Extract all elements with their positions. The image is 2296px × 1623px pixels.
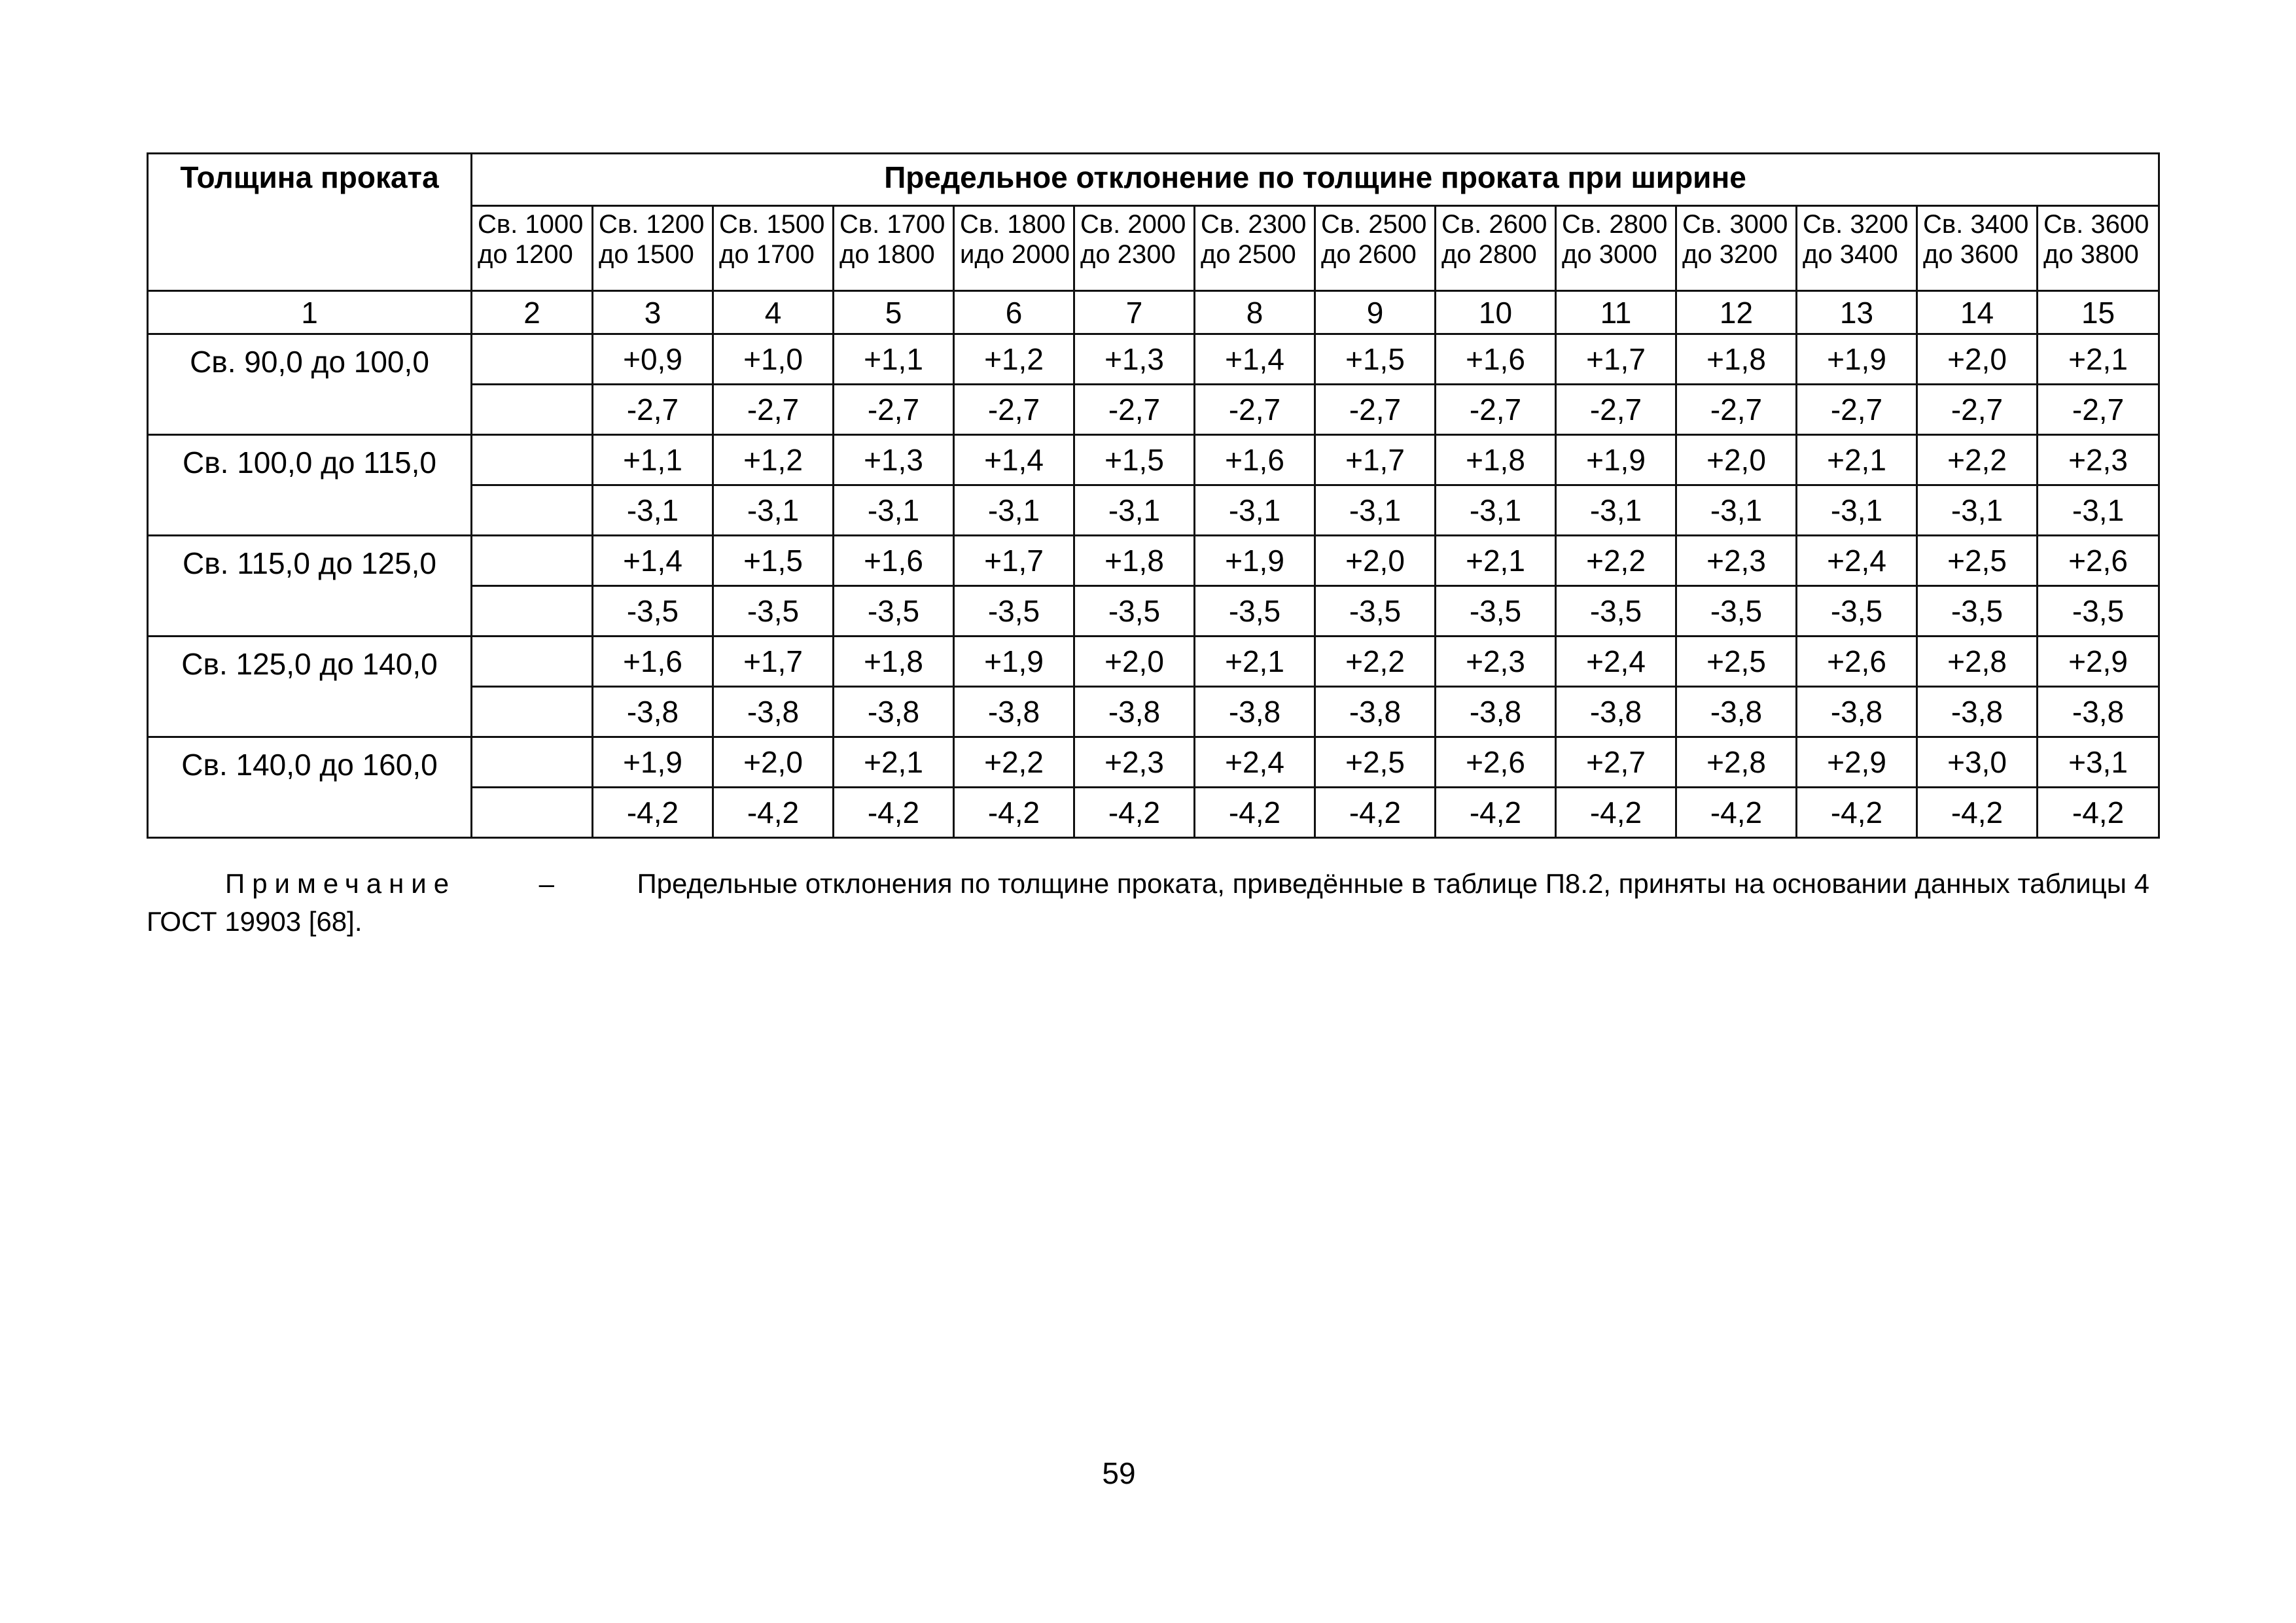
column-number: 1 — [148, 291, 472, 334]
plus-deviation-cell: +1,3 — [1074, 334, 1195, 385]
plus-deviation-cell — [472, 435, 593, 485]
plus-deviation-cell: +2,0 — [1676, 435, 1797, 485]
table-header-row — [148, 154, 2159, 206]
minus-deviation-cell: -3,8 — [1195, 687, 1315, 737]
minus-deviation-cell: -3,1 — [1195, 485, 1315, 536]
width-range-header — [1436, 206, 1556, 291]
plus-deviation-cell: +1,9 — [954, 637, 1074, 687]
width-to: до 1500 — [599, 240, 694, 269]
minus-deviation-cell: -3,8 — [954, 687, 1074, 737]
width-to: до 3000 — [1562, 240, 1657, 269]
minus-deviation-cell: -4,2 — [713, 788, 834, 838]
plus-deviation-cell: +2,1 — [1195, 637, 1315, 687]
width-from: Св. 1200 — [599, 210, 705, 239]
note-text-line-1: Предельные отклонения по толщине проката, приведённые в таблице П8.2, приняты на основании данных таблицы 4 — [637, 868, 2149, 899]
column-number: 4 — [713, 291, 834, 334]
minus-deviation-cell: -3,1 — [1797, 485, 1917, 536]
plus-deviation-cell: +2,3 — [1436, 637, 1556, 687]
minus-deviation-cell: -3,8 — [834, 687, 954, 737]
width-from: Св. 1500 — [719, 210, 825, 239]
plus-deviation-cell: +2,4 — [1556, 637, 1676, 687]
column-number-row — [148, 291, 2159, 334]
minus-deviation-cell: -3,8 — [1074, 687, 1195, 737]
plus-deviation-cell: +1,3 — [834, 435, 954, 485]
minus-deviation-cell: -2,7 — [593, 385, 713, 435]
width-to: до 1800 — [839, 240, 935, 269]
column-number: 14 — [1917, 291, 2038, 334]
minus-deviation-cell: -2,7 — [1436, 385, 1556, 435]
width-to: до 2500 — [1201, 240, 1296, 269]
plus-deviation-cell: +2,5 — [1917, 536, 2038, 586]
minus-deviation-cell: -3,1 — [713, 485, 834, 536]
plus-deviation-cell: +1,4 — [1195, 334, 1315, 385]
thickness-header: Толщина проката — [148, 154, 472, 291]
width-from: Св. 2000 — [1080, 210, 1186, 239]
plus-deviation-cell: +1,8 — [1676, 334, 1797, 385]
deviation-header: Предельное отклонение по толщине проката при ширине — [472, 154, 2159, 206]
minus-deviation-cell: -3,1 — [2038, 485, 2159, 536]
width-range-header — [954, 206, 1074, 291]
plus-deviation-cell: +2,9 — [2038, 637, 2159, 687]
minus-deviation-cell: -3,5 — [1436, 586, 1556, 637]
plus-deviation-cell: +1,8 — [834, 637, 954, 687]
plus-deviation-cell: +1,9 — [1556, 435, 1676, 485]
plus-deviation-cell: +2,0 — [1315, 536, 1436, 586]
minus-deviation-cell: -3,5 — [1556, 586, 1676, 637]
minus-deviation-cell: -3,8 — [593, 687, 713, 737]
minus-deviation-cell: -3,5 — [834, 586, 954, 637]
minus-deviation-cell: -3,5 — [2038, 586, 2159, 637]
plus-deviation-cell: +1,4 — [954, 435, 1074, 485]
minus-deviation-cell: -3,5 — [1676, 586, 1797, 637]
minus-deviation-cell: -3,1 — [1556, 485, 1676, 536]
column-number: 3 — [593, 291, 713, 334]
minus-deviation-cell — [472, 586, 593, 637]
minus-deviation-cell: -2,7 — [954, 385, 1074, 435]
width-range-header — [593, 206, 713, 291]
minus-deviation-cell: -2,7 — [1676, 385, 1797, 435]
minus-deviation-cell: -3,1 — [954, 485, 1074, 536]
plus-deviation-cell: +2,2 — [1917, 435, 2038, 485]
minus-deviation-cell — [472, 788, 593, 838]
minus-deviation-cell: -3,5 — [1315, 586, 1436, 637]
width-to: до 2800 — [1441, 240, 1537, 269]
width-range-header — [713, 206, 834, 291]
table-row-plus — [148, 637, 2159, 687]
plus-deviation-cell: +1,9 — [1797, 334, 1917, 385]
column-number: 6 — [954, 291, 1074, 334]
minus-deviation-cell: -4,2 — [954, 788, 1074, 838]
minus-deviation-cell: -4,2 — [593, 788, 713, 838]
width-from: Св. 2600 — [1441, 210, 1547, 239]
plus-deviation-cell: +1,7 — [1556, 334, 1676, 385]
plus-deviation-cell: +2,6 — [1797, 637, 1917, 687]
plus-deviation-cell: +1,7 — [1315, 435, 1436, 485]
note-label: Примечание — [225, 868, 457, 899]
minus-deviation-cell: -3,8 — [1436, 687, 1556, 737]
plus-deviation-cell: +2,4 — [1195, 737, 1315, 788]
table-row-plus — [148, 536, 2159, 586]
minus-deviation-cell: -2,7 — [834, 385, 954, 435]
note-dash: – — [539, 868, 554, 899]
plus-deviation-cell: +1,8 — [1074, 536, 1195, 586]
thickness-range-cell: Св. 140,0 до 160,0 — [148, 737, 472, 838]
minus-deviation-cell: -3,8 — [1676, 687, 1797, 737]
minus-deviation-cell: -2,7 — [713, 385, 834, 435]
minus-deviation-cell: -4,2 — [1676, 788, 1797, 838]
plus-deviation-cell: +1,1 — [834, 334, 954, 385]
plus-deviation-cell: +2,1 — [834, 737, 954, 788]
width-from: Св. 3200 — [1803, 210, 1909, 239]
plus-deviation-cell: +3,0 — [1917, 737, 2038, 788]
width-from: Св. 2500 — [1321, 210, 1427, 239]
plus-deviation-cell: +1,1 — [593, 435, 713, 485]
width-to: до 3800 — [2043, 240, 2139, 269]
plus-deviation-cell: +2,2 — [1556, 536, 1676, 586]
deviation-table — [147, 152, 2160, 839]
table-body — [148, 154, 2159, 838]
minus-deviation-cell: -2,7 — [1315, 385, 1436, 435]
plus-deviation-cell: +1,6 — [593, 637, 713, 687]
minus-deviation-cell: -2,7 — [1797, 385, 1917, 435]
minus-deviation-cell — [472, 687, 593, 737]
minus-deviation-cell: -2,7 — [1195, 385, 1315, 435]
minus-deviation-cell: -3,5 — [593, 586, 713, 637]
minus-deviation-cell: -3,8 — [1556, 687, 1676, 737]
minus-deviation-cell: -3,1 — [1676, 485, 1797, 536]
note-text-line-2: ГОСТ 19903 [68]. — [147, 906, 362, 937]
minus-deviation-cell: -4,2 — [1436, 788, 1556, 838]
minus-deviation-cell: -4,2 — [1556, 788, 1676, 838]
minus-deviation-cell: -4,2 — [1797, 788, 1917, 838]
minus-deviation-cell — [472, 485, 593, 536]
minus-deviation-cell: -3,8 — [2038, 687, 2159, 737]
plus-deviation-cell: +3,1 — [2038, 737, 2159, 788]
width-range-header — [1556, 206, 1676, 291]
width-from: Св. 3600 — [2043, 210, 2149, 239]
minus-deviation-cell: -3,8 — [1797, 687, 1917, 737]
plus-deviation-cell: +1,5 — [1074, 435, 1195, 485]
minus-deviation-cell: -4,2 — [1195, 788, 1315, 838]
minus-deviation-cell: -3,1 — [1917, 485, 2038, 536]
minus-deviation-cell — [472, 385, 593, 435]
width-range-header — [1315, 206, 1436, 291]
width-range-header — [1676, 206, 1797, 291]
width-to: до 3400 — [1803, 240, 1898, 269]
column-number: 2 — [472, 291, 593, 334]
plus-deviation-cell: +2,3 — [2038, 435, 2159, 485]
minus-deviation-cell: -3,5 — [713, 586, 834, 637]
plus-deviation-cell: +2,0 — [713, 737, 834, 788]
width-range-header — [472, 206, 593, 291]
plus-deviation-cell — [472, 737, 593, 788]
plus-deviation-cell: +0,9 — [593, 334, 713, 385]
width-from: Св. 1700 — [839, 210, 945, 239]
plus-deviation-cell: +2,4 — [1797, 536, 1917, 586]
plus-deviation-cell — [472, 536, 593, 586]
minus-deviation-cell: -2,7 — [1074, 385, 1195, 435]
plus-deviation-cell: +2,1 — [1436, 536, 1556, 586]
plus-deviation-cell: +2,0 — [1917, 334, 2038, 385]
width-from: Св. 2800 — [1562, 210, 1668, 239]
plus-deviation-cell: +1,0 — [713, 334, 834, 385]
table-note — [147, 865, 2149, 941]
plus-deviation-cell: +1,6 — [1195, 435, 1315, 485]
column-number: 15 — [2038, 291, 2159, 334]
plus-deviation-cell: +1,7 — [713, 637, 834, 687]
column-number: 13 — [1797, 291, 1917, 334]
plus-deviation-cell: +2,6 — [1436, 737, 1556, 788]
thickness-range-cell: Св. 125,0 до 140,0 — [148, 637, 472, 737]
plus-deviation-cell: +2,2 — [954, 737, 1074, 788]
plus-deviation-cell: +1,5 — [1315, 334, 1436, 385]
width-range-header — [834, 206, 954, 291]
minus-deviation-cell: -2,7 — [1917, 385, 2038, 435]
plus-deviation-cell: +1,8 — [1436, 435, 1556, 485]
width-to: идо 2000 — [960, 240, 1070, 269]
column-number: 11 — [1556, 291, 1676, 334]
width-from: Св. 3000 — [1682, 210, 1788, 239]
plus-deviation-cell: +2,3 — [1074, 737, 1195, 788]
plus-deviation-cell: +1,9 — [593, 737, 713, 788]
width-to: до 2300 — [1080, 240, 1176, 269]
plus-deviation-cell: +1,6 — [834, 536, 954, 586]
minus-deviation-cell: -3,1 — [1436, 485, 1556, 536]
width-from: Св. 2300 — [1201, 210, 1307, 239]
width-from: Св. 1800 — [960, 210, 1066, 239]
plus-deviation-cell: +2,1 — [2038, 334, 2159, 385]
column-number: 10 — [1436, 291, 1556, 334]
plus-deviation-cell: +1,9 — [1195, 536, 1315, 586]
plus-deviation-cell: +1,5 — [713, 536, 834, 586]
plus-deviation-cell: +2,9 — [1797, 737, 1917, 788]
minus-deviation-cell: -3,8 — [713, 687, 834, 737]
minus-deviation-cell: -4,2 — [2038, 788, 2159, 838]
minus-deviation-cell: -3,5 — [1074, 586, 1195, 637]
width-to: до 2600 — [1321, 240, 1417, 269]
plus-deviation-cell: +1,2 — [954, 334, 1074, 385]
table-row-plus — [148, 334, 2159, 385]
width-range-header — [1797, 206, 1917, 291]
column-number: 7 — [1074, 291, 1195, 334]
plus-deviation-cell — [472, 334, 593, 385]
minus-deviation-cell: -3,1 — [1074, 485, 1195, 536]
width-to: до 1700 — [719, 240, 815, 269]
plus-deviation-cell: +2,5 — [1676, 637, 1797, 687]
width-to: до 3200 — [1682, 240, 1778, 269]
minus-deviation-cell: -3,8 — [1315, 687, 1436, 737]
column-number: 9 — [1315, 291, 1436, 334]
minus-deviation-cell: -4,2 — [834, 788, 954, 838]
minus-deviation-cell: -4,2 — [1917, 788, 2038, 838]
plus-deviation-cell: +2,0 — [1074, 637, 1195, 687]
minus-deviation-cell: -3,5 — [1195, 586, 1315, 637]
minus-deviation-cell: -4,2 — [1074, 788, 1195, 838]
width-from: Св. 1000 — [478, 210, 584, 239]
page-number: 59 — [1102, 1456, 1136, 1490]
plus-deviation-cell: +2,2 — [1315, 637, 1436, 687]
width-to: до 1200 — [478, 240, 573, 269]
minus-deviation-cell: -3,1 — [1315, 485, 1436, 536]
minus-deviation-cell: -2,7 — [1556, 385, 1676, 435]
plus-deviation-cell: +2,3 — [1676, 536, 1797, 586]
plus-deviation-cell: +2,1 — [1797, 435, 1917, 485]
minus-deviation-cell: -3,8 — [1917, 687, 2038, 737]
plus-deviation-cell: +1,7 — [954, 536, 1074, 586]
width-to: до 3600 — [1923, 240, 2019, 269]
plus-deviation-cell: +2,8 — [1917, 637, 2038, 687]
table-row-plus — [148, 435, 2159, 485]
plus-deviation-cell: +2,5 — [1315, 737, 1436, 788]
minus-deviation-cell: -4,2 — [1315, 788, 1436, 838]
note-line-1 — [147, 865, 2149, 903]
width-range-header — [1195, 206, 1315, 291]
thickness-range-cell: Св. 115,0 до 125,0 — [148, 536, 472, 637]
width-range-header — [1917, 206, 2038, 291]
table-row-plus — [148, 737, 2159, 788]
thickness-range-cell: Св. 90,0 до 100,0 — [148, 334, 472, 435]
column-number: 8 — [1195, 291, 1315, 334]
minus-deviation-cell: -3,5 — [1917, 586, 2038, 637]
plus-deviation-cell: +1,6 — [1436, 334, 1556, 385]
plus-deviation-cell — [472, 637, 593, 687]
width-range-header — [1074, 206, 1195, 291]
minus-deviation-cell: -3,1 — [834, 485, 954, 536]
column-number: 12 — [1676, 291, 1797, 334]
plus-deviation-cell: +1,2 — [713, 435, 834, 485]
minus-deviation-cell: -3,5 — [954, 586, 1074, 637]
thickness-range-cell: Св. 100,0 до 115,0 — [148, 435, 472, 536]
plus-deviation-cell: +2,8 — [1676, 737, 1797, 788]
minus-deviation-cell: -3,5 — [1797, 586, 1917, 637]
width-range-header — [2038, 206, 2159, 291]
plus-deviation-cell: +2,7 — [1556, 737, 1676, 788]
width-from: Св. 3400 — [1923, 210, 2029, 239]
minus-deviation-cell: -3,1 — [593, 485, 713, 536]
minus-deviation-cell: -2,7 — [2038, 385, 2159, 435]
plus-deviation-cell: +2,6 — [2038, 536, 2159, 586]
plus-deviation-cell: +1,4 — [593, 536, 713, 586]
column-number: 5 — [834, 291, 954, 334]
